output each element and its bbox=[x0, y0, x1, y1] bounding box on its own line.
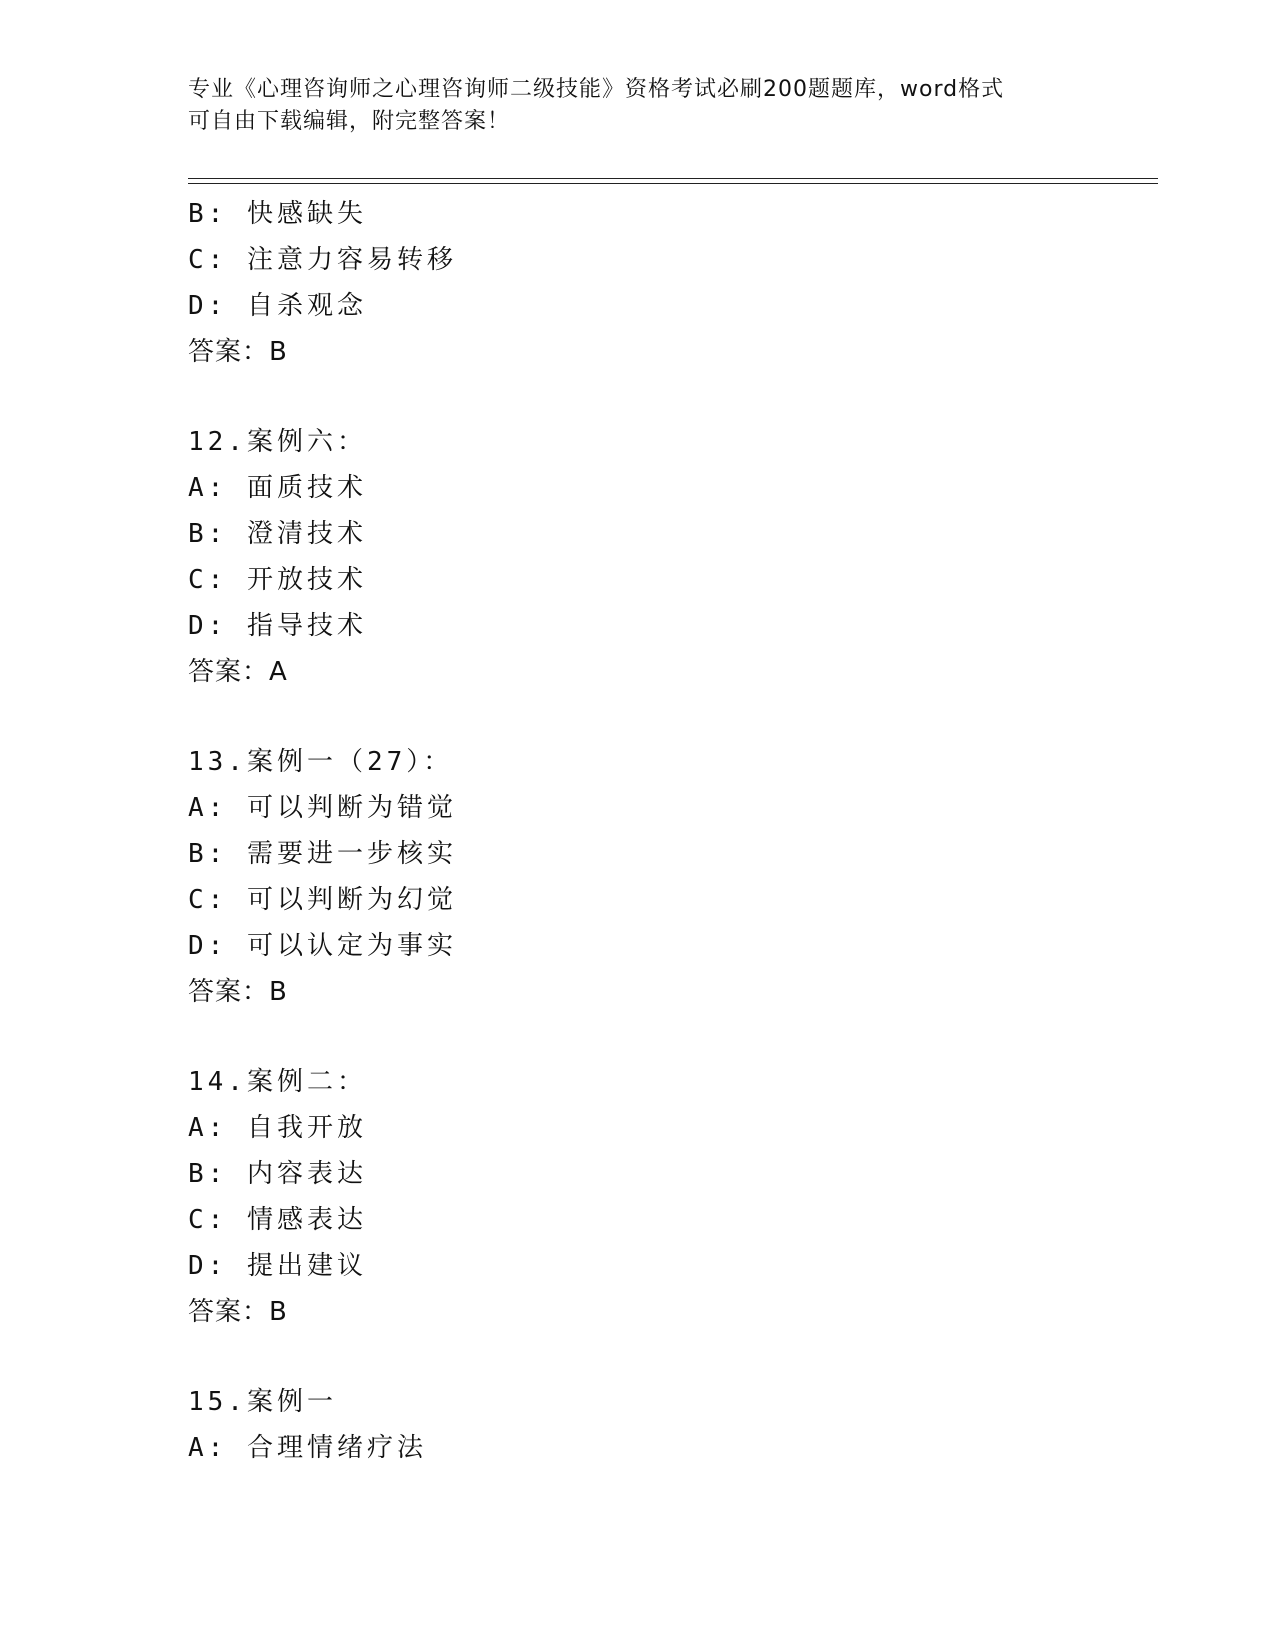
document-header bbox=[188, 74, 1068, 138]
header-divider-bottom bbox=[188, 183, 1158, 184]
header-title-line-2: 可自由下载编辑，附完整答案！ bbox=[188, 109, 511, 134]
answer-option: D: 提出建议 bbox=[188, 1251, 367, 1281]
answer-option: B: 内容表达 bbox=[188, 1159, 367, 1189]
answer-line: 答案：B bbox=[188, 337, 288, 367]
answer-option: D: 可以认定为事实 bbox=[188, 931, 457, 961]
answer-option: A: 合理情绪疗法 bbox=[188, 1433, 427, 1463]
answer-option: C: 可以判断为幻觉 bbox=[188, 885, 457, 915]
answer-line: 答案：B bbox=[188, 1297, 288, 1327]
answer-option: C: 情感表达 bbox=[188, 1205, 367, 1235]
answer-option: A: 可以判断为错觉 bbox=[188, 793, 457, 823]
answer-option: C: 开放技术 bbox=[188, 565, 367, 595]
answer-option: B: 澄清技术 bbox=[188, 519, 367, 549]
answer-option: C: 注意力容易转移 bbox=[188, 245, 457, 275]
answer-option: A: 面质技术 bbox=[188, 473, 367, 503]
answer-option: B: 快感缺失 bbox=[188, 199, 367, 229]
answer-line: 答案：B bbox=[188, 977, 288, 1007]
question-stem: 12.案例六： bbox=[188, 427, 367, 457]
question-stem: 15.案例一 bbox=[188, 1387, 337, 1417]
question-spacer bbox=[188, 375, 1148, 419]
header-title-line-1: 专业《心理咨询师之心理咨询师二级技能》资格考试必刷200题题库，word格式 bbox=[188, 77, 1005, 102]
question-spacer bbox=[188, 1015, 1148, 1059]
answer-option: D: 指导技术 bbox=[188, 611, 367, 641]
answer-option: D: 自杀观念 bbox=[188, 291, 367, 321]
question-stem: 14.案例二： bbox=[188, 1067, 367, 1097]
header-divider-top bbox=[188, 178, 1158, 179]
answer-option: A: 自我开放 bbox=[188, 1113, 367, 1143]
answer-line: 答案：A bbox=[188, 657, 288, 687]
question-list bbox=[188, 191, 1148, 1471]
question-stem: 13.案例一（27）： bbox=[188, 747, 454, 777]
answer-option: B: 需要进一步核实 bbox=[188, 839, 457, 869]
question-spacer bbox=[188, 1335, 1148, 1379]
question-spacer bbox=[188, 695, 1148, 739]
